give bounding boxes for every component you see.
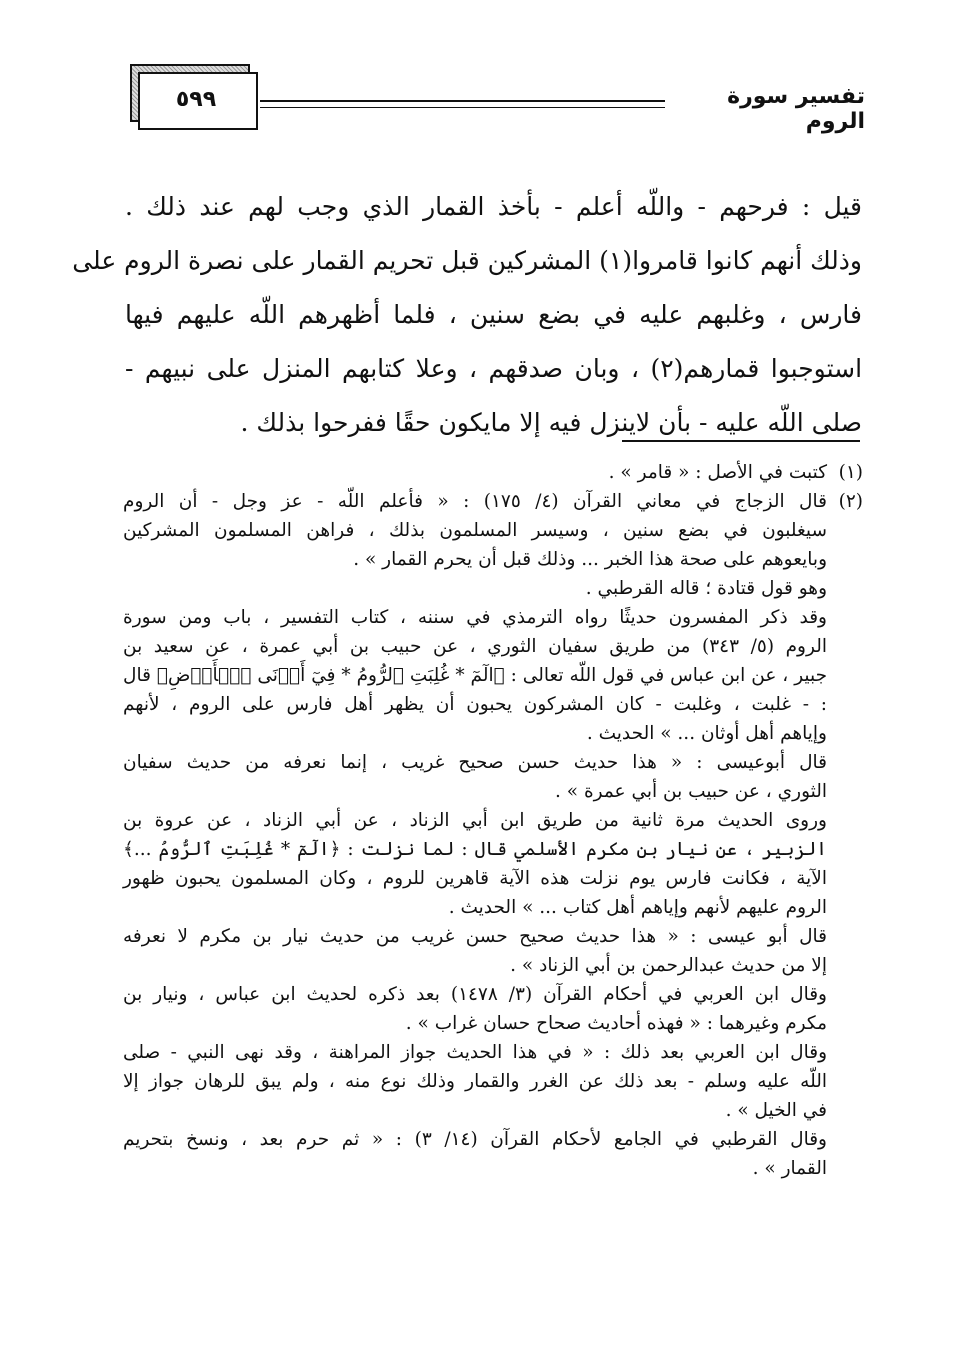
footnote-line: وقال ابن العربي في أحكام القرآن (٣/ ١٤٧٨) بعد ذكره لحديث ابن عباس ، ونيار بن — [123, 984, 827, 1005]
main-line: استوجبوا قمارهم(٢) ، وبان صدقهم ، وعلا كتابهم المنزل على نبيهم - — [125, 354, 863, 383]
footnote-line: اللّه عليه وسلم - بعد ذلك عن الغرر والقمار وذلك نوع منه ، ولم يبق للرهان جواز إلا — [123, 1071, 827, 1092]
footnote-1 — [123, 458, 863, 487]
footnote-line: القمار » . — [752, 1158, 827, 1179]
main-line: قيل : فرحهم - واللّه أعلم - بأخذ القمار الذي وجب لهم عند ذلك . — [125, 192, 862, 221]
footnote-2 — [123, 487, 863, 1183]
footnote-line: الروم (٥/ ٣٤٣) من طريق سفيان الثوري ، عن حبيب بن أبي عمرة ، عن سعيد بن — [123, 636, 827, 657]
header-rule — [260, 100, 665, 108]
footnote-line: : - غلبت ، وغلبت - كان المشركون يحبون أن يظهر أهل فارس على الروم ، لأنهم — [123, 694, 827, 715]
footnote-line: قال أبو عيسى : « هذا حديث صحيح حسن غريب من حديث نيار بن مكرم لا نعرفه — [123, 926, 827, 947]
footnote-text: كتبت في الأصل : « قامر » . — [608, 462, 827, 483]
footnote-line: وروى الحديث مرة ثانية من طريق ابن أبي الزناد ، عن أبي الزناد ، عن عروة بن — [123, 810, 827, 831]
footnote-line: الآية ، فكانت فارس يوم نزلت هذه الآية قاهرين للروم ، وكان المسلمون يحبون ظهور — [123, 868, 827, 889]
footnotes — [123, 458, 863, 1183]
main-line: فارس ، وغلبهم عليه في بضع سنين ، فلما أظهرهم اللّه عليهم فيها — [125, 300, 862, 329]
main-text — [72, 180, 863, 450]
footnote-line: قال الزجاج في معاني القرآن (٤/ ١٧٥) : « فأعلم اللّه - عز وجل - أن الروم — [123, 491, 827, 512]
footnote-line: الزبير ، عن نيار بن مكرم الأسلمي قال : لما نزلت : ﴿الٓمٓ * غُلِبَتِ ٱلرُّومُ ...﴾ — [123, 839, 827, 860]
footnote-line: وقال القرطبي في الجامع لأحكام القرآن (١٤/ ٣) : « ثم حرم بعد ، ونسخ بتحريم — [123, 1129, 827, 1150]
footnote-line: وهو قول قتادة ؛ قاله القرطبي . — [585, 578, 827, 599]
footnote-line: إلا من حديث عبدالرحمن بن أبي الزناد » . — [510, 955, 827, 976]
footnote-separator — [622, 440, 860, 442]
footnote-line: وبايعوهم على صحة هذا الخبر ... وذلك قبل أن يحرم القمار » . — [353, 549, 827, 570]
footnote-line: وقال ابن العربي بعد ذلك : « في هذا الحديث جواز المراهنة ، وقد نهى النبي - صلى — [123, 1042, 827, 1063]
footnote-line: وإياهم أهل أوثان ... » الحديث . — [586, 723, 827, 744]
footnote-line: قال أبوعيسى : « هذا حديث حسن صحيح غريب ، إنما نعرفه من حديث سفيان — [123, 752, 827, 773]
footnote-line: جبير ، عن ابن عباس في قول اللّه تعالى : ﴿الٓمٓ * غُلِبَتِ ٱلرُّومُ * فِيٓ أَدۡنَى ٱلۡأَرۡضِ﴾ قال — [123, 665, 827, 686]
footnote-line: الثوري ، عن حبيب بن أبي عمرة » . — [554, 781, 827, 802]
footnote-line: وقد ذكر المفسرون حديثًا رواه الترمذي في سننه ، كتاب التفسير ، باب ومن سورة — [123, 607, 827, 628]
main-line: صلى اللّه عليه - بأن لاينزل فيه إلا مايكون حقًا ففرحوا بذلك . — [240, 408, 862, 437]
footnote-line: سيغلبون في بضع سنين ، وسيسر المسلمون بذلك ، فراهن المسلمون المشركين — [123, 520, 827, 541]
footnote-line: مكرم وغيرهما : « فهذه أحاديث صحاح حسان غراب » . — [405, 1013, 827, 1034]
footnote-line: في الخيل » . — [725, 1100, 827, 1121]
footnote-line: الروم عليهم لأنهم وإياهم أهل كتاب ... » الحديث . — [448, 897, 827, 918]
footnote-number: (١) — [838, 462, 863, 483]
page-header — [120, 62, 865, 142]
page-number: ٥٩٩ — [175, 86, 217, 112]
surah-title: تفسير سورة الروم — [727, 84, 865, 134]
footnote-number: (٢) — [838, 491, 863, 512]
main-line: وذلك أنهم كانوا قامروا(١) المشركين قبل تحريم القمار على نصرة الروم على — [72, 246, 862, 275]
